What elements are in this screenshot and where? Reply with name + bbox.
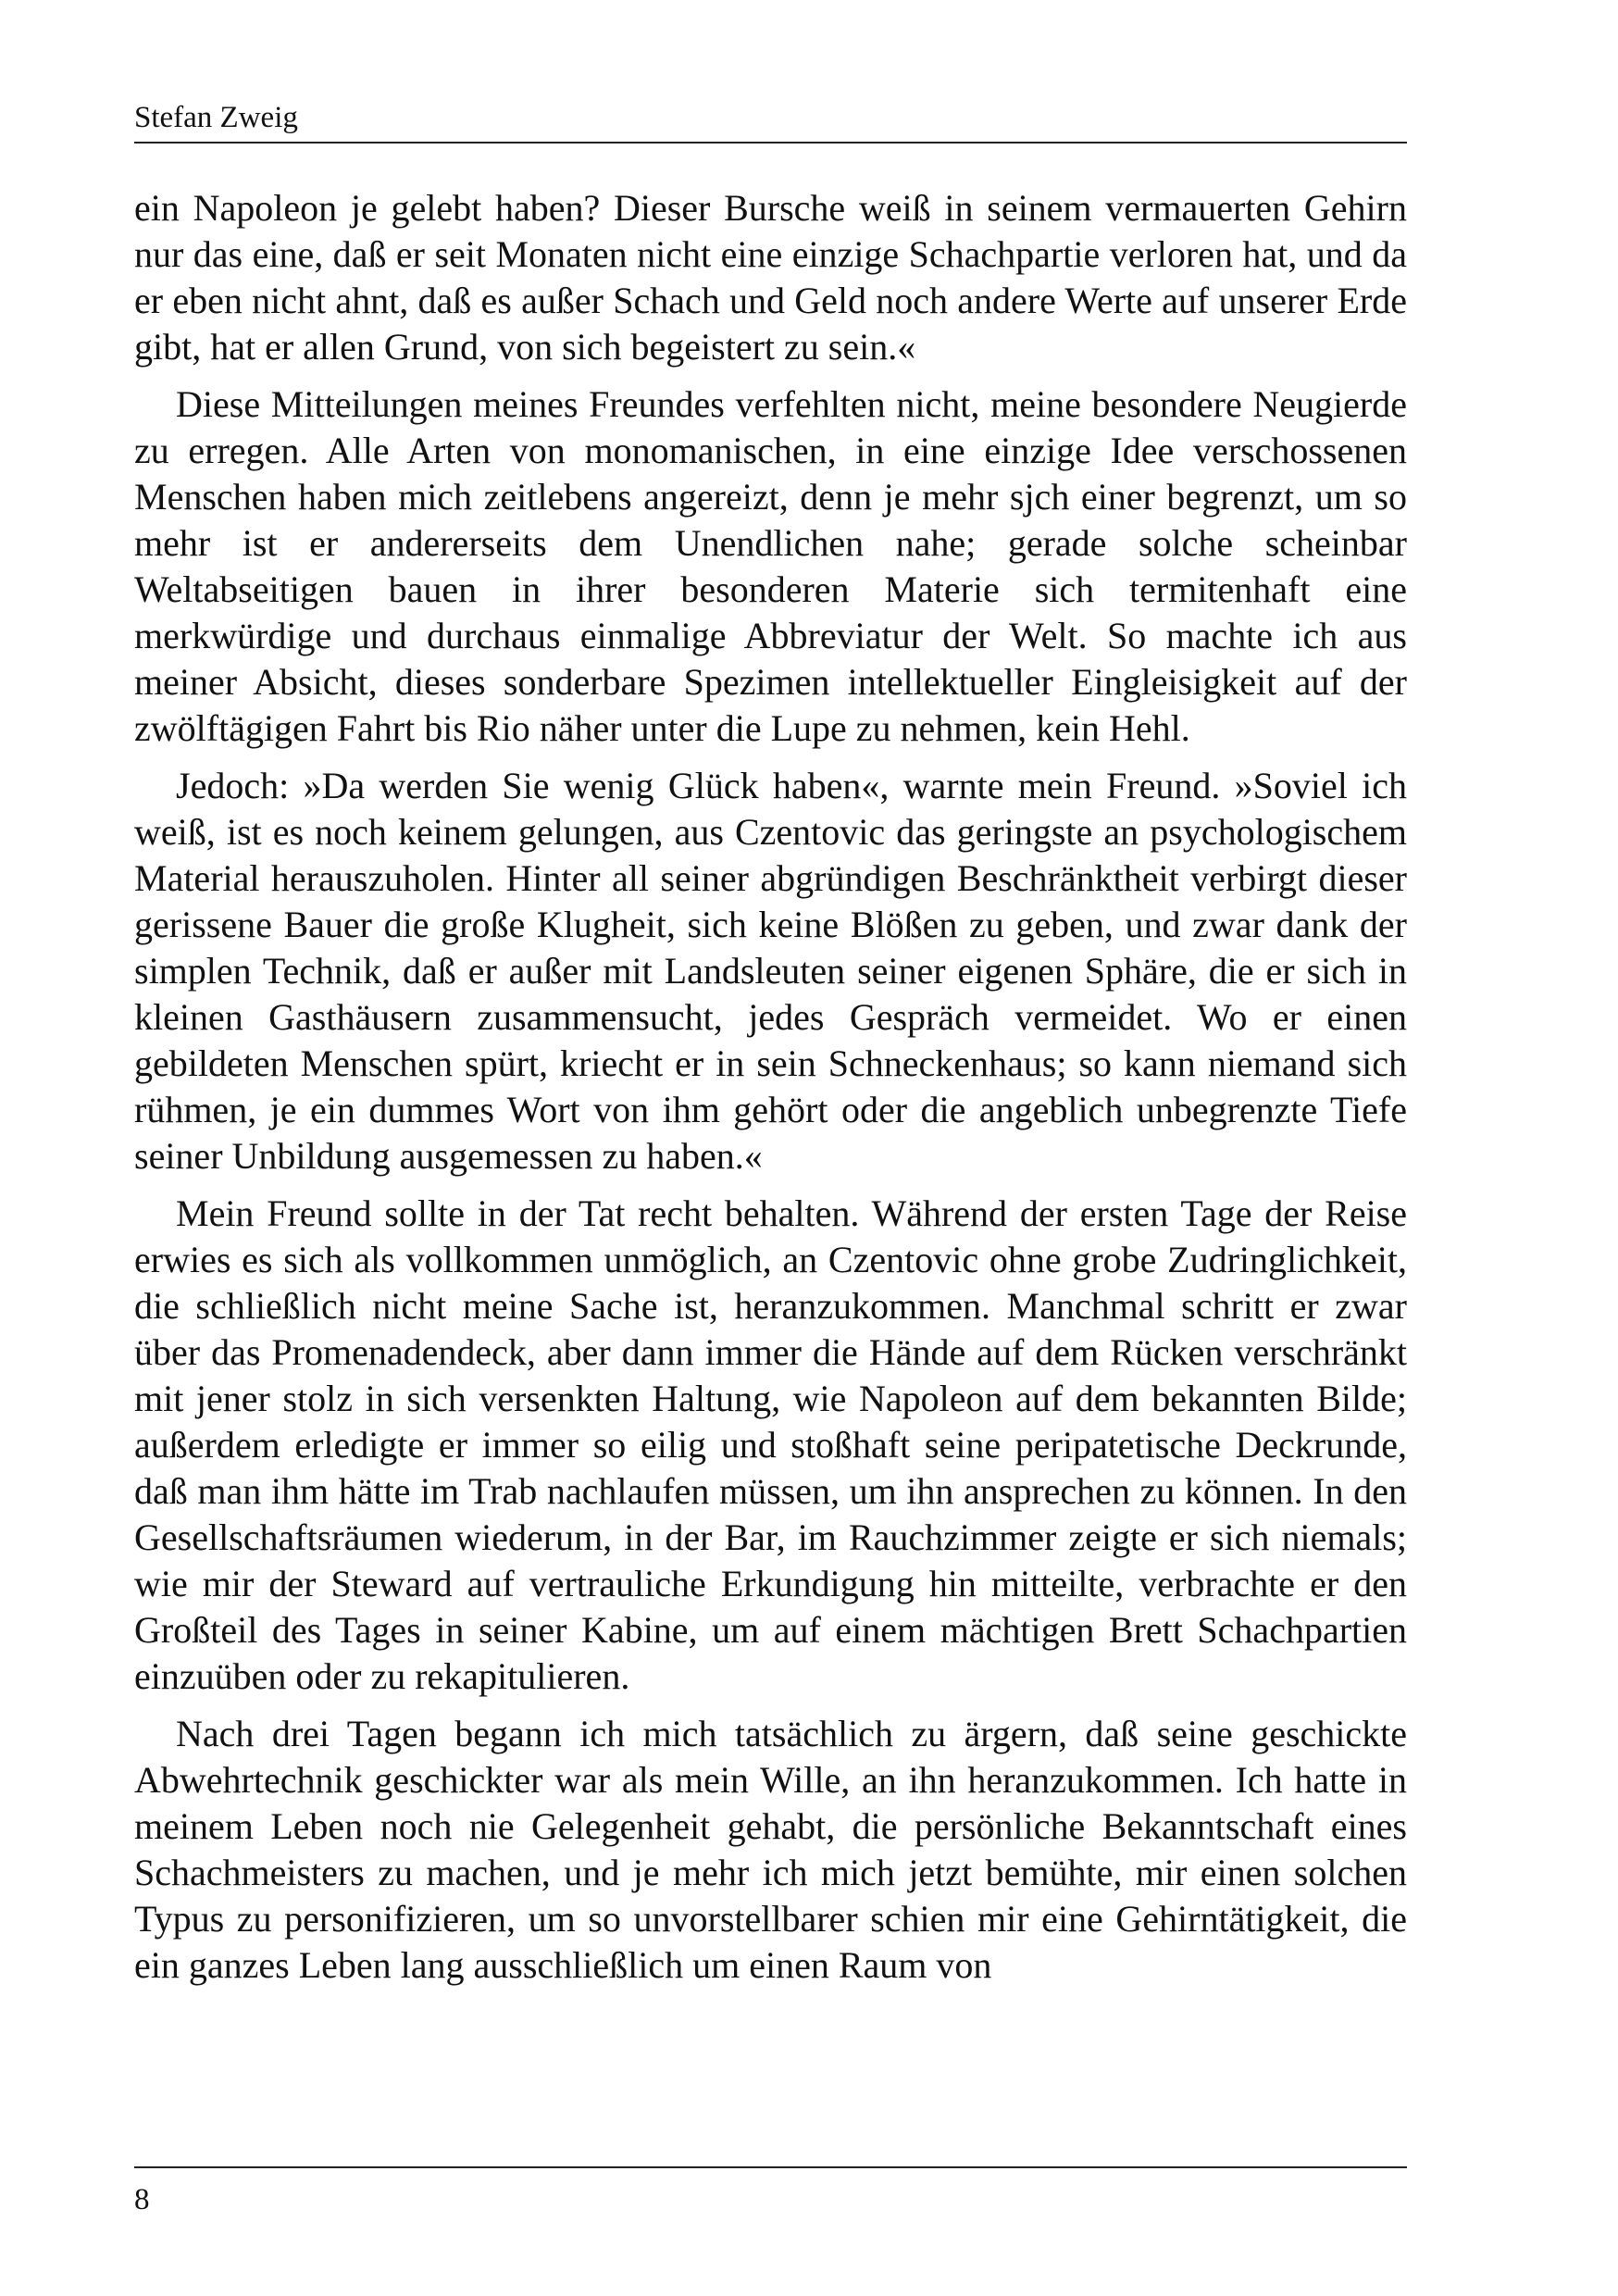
page-footer [134,2166,1407,2224]
page-header [134,97,1407,144]
paragraph-mein-freund: Mein Freund sollte in der Tat recht behalten. Während der ersten Tage der Reise erwies es sich als vollkommen unmöglich, an Czentovic ohne grobe Zudringlichkeit, die schließlich nicht meine Sache ist, heranzukommen. Manchmal schritt er zwar über das Promenadendeck, aber dann immer die Hände auf dem Rücken verschränkt mit jener stolz in sich versenkten Haltung, wie Napoleon auf dem bekannten Bilde; außerdem erledigte er immer so eilig und stoßhaft seine peripatetische Deckrunde, daß man ihm hätte im Trab nachlaufen müssen, um ihn ansprechen zu können. In den Gesellschaftsräumen wiederum, in der Bar, im Rauchzimmer zeigte er sich niemals; wie mir der Steward auf vertrauliche Erkundigung hin mitteilte, verbrachte er den Großteil des Tages in seiner Kabine, um auf einem mächtigen Brett Schachpartien einzuüben oder zu rekapitulieren. [134,1192,1407,1697]
paragraph-nach-drei-tagen: Nach drei Tagen begann ich mich tatsächlich zu ärgern, daß seine geschickte Abwehrtechnik geschickter war als mein Wille, an ihn heranzukommen. Ich hatte in meinem Leben noch nie Gelegenheit gehabt, die persönliche Bekanntschaft eines Schachmeisters zu machen, und je mehr ich mich jetzt bemühte, mir einen solchen Typus zu personifizieren, um so unvorstellbarer schien mir eine Gehirntätigkeit, die ein ganzes Leben lang ausschließlich um einen Raum von [134,1713,1407,1986]
paragraph-jedoch: Jedoch: »Da werden Sie wenig Glück haben«, warnte mein Freund. »Soviel ich weiß, ist es noch keinem gelungen, aus Czentovic das geringste an psychologischem Material herauszuholen. Hinter all seiner abgründigen Beschränktheit verbirgt dieser gerissene Bauer die große Klugheit, sich keine Blößen zu geben, und zwar dank der simplen Technik, daß er außer mit Landsleuten seiner eigenen Sphäre, die er sich in kleinen Gasthäusern zusammensucht, jedes Gespräch vermeidet. Wo er einen gebildeten Menschen spürt, kriecht er in sein Schneckenhaus; so kann niemand sich rühmen, je ein dummes Wort von ihm gehört oder die angeblich unbegrenzte Tiefe seiner Unbildung ausgemessen zu haben.« [134,765,1407,1177]
paragraph-continuation: ein Napoleon je gelebt haben? Dieser Bursche weiß in seinem vermauerten Gehirn nur das eine, daß er seit Monaten nicht eine einzige Schachpartie verloren hat, und da er eben nicht ahnt, daß es außer Schach und Geld noch andere Werte auf unserer Erde gibt, hat er allen Grund, von sich begeistert zu sein.« [134,187,1407,368]
paragraph-mitteilungen: Diese Mitteilungen meines Freundes verfehlten nicht, meine besondere Neugierde zu erregen. Alle Arten von monomanischen, in eine einzige Idee verschossenen Menschen haben mich zeitlebens angereizt, denn je mehr sjch einer begrenzt, um so mehr ist er andererseits dem Unendlichen nahe; gerade solche scheinbar Weltabseitigen bauen in ihrer besonderen Materie sich termitenhaft eine merkwürdige und durchaus einmalige Abbreviatur der Welt. So machte ich aus meiner Absicht, dieses sonderbare Spezimen intellektueller Eingleisigkeit auf der zwölftägigen Fahrt bis Rio näher unter die Lupe zu nehmen, kein Hehl. [134,383,1407,749]
running-head-author: Stefan Zweig [134,101,298,134]
page-number: 8 [134,2183,150,2216]
body-text [134,185,1407,2000]
